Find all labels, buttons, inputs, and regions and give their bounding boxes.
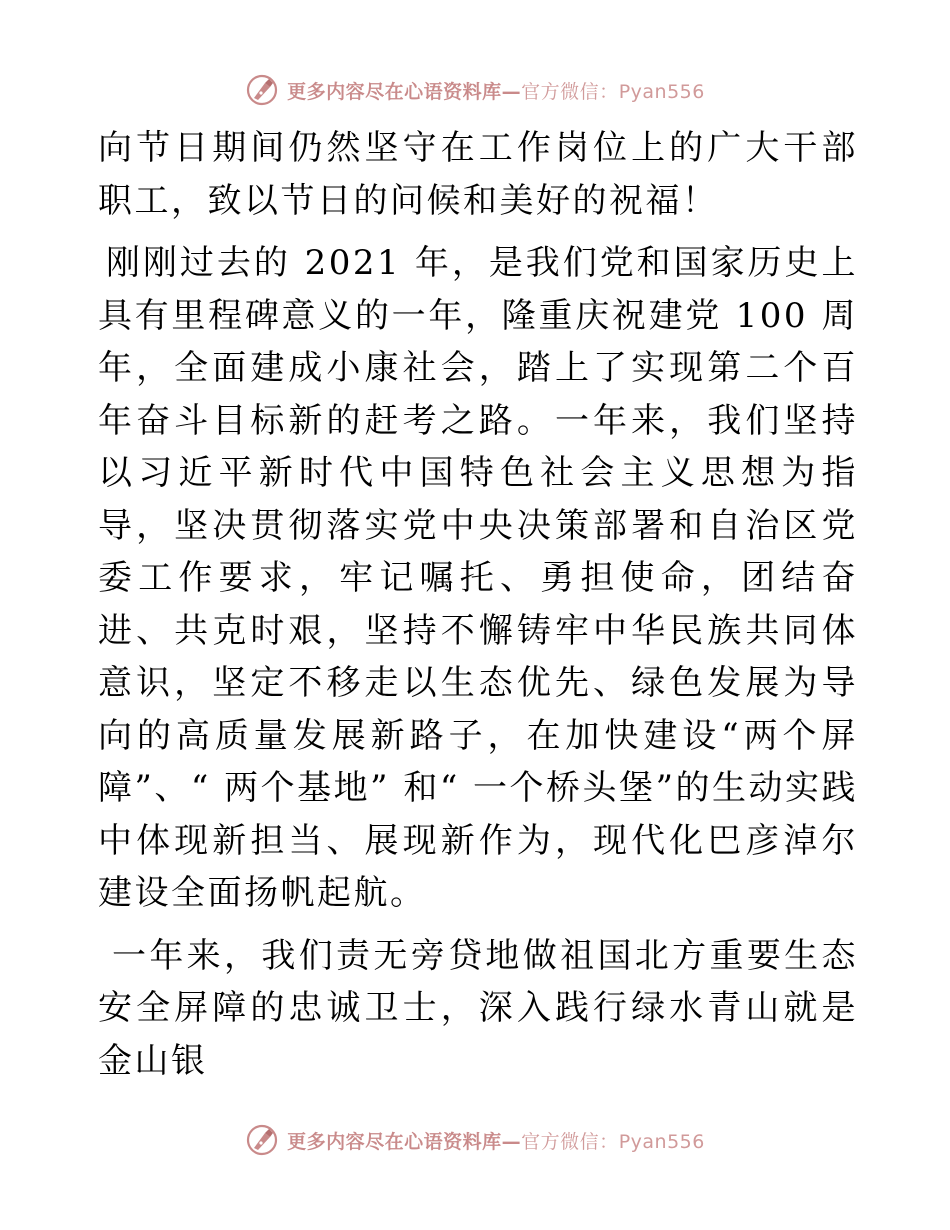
watermark-text: 更多内容尽在心语资料库—官方微信：Pyan556 [287,80,705,103]
watermark-text: 更多内容尽在心语资料库—官方微信：Pyan556 [287,1130,705,1153]
paragraph: 向节日期间仍然坚守在工作岗位上的广大干部职工，致以节日的问候和美好的祝福！ [98,128,858,221]
document-body [98,122,858,1087]
pen-nib-logo-icon [245,73,279,107]
footer-watermark [0,1120,950,1160]
paragraph: 刚刚过去的 2021 年，是我们党和国家历史上具有里程碑意义的一年，隆重庆祝建党 100 周年，全面建成小康社会，踏上了实现第二个百年奋斗目标新的赶考之路。一年来，我们坚持以习近平新时代中国特色社会主义思想为指导，坚决贯彻落实党中央决策部署和自治区党委工作要求，牢记嘱托、勇担使命，团结奋进、共克时艰，坚持不懈铸牢中华民族共同体意识，坚定不移走以生态优先、绿色发展为导向的高质量发展新路子，在加快建设“两个屏障”、“ 两个基地” 和“ 一个桥头堡”的生动实践中体现新担当、展现新作为，现代化巴彦淖尔建设全面扬帆起航。 [98,243,858,913]
pen-nib-logo-icon [245,1123,279,1157]
header-watermark [0,70,950,110]
paragraph: 一年来，我们责无旁贷地做祖国北方重要生态安全屏障的忠诚卫士，深入践行绿水青山就是金山银 [98,935,858,1081]
